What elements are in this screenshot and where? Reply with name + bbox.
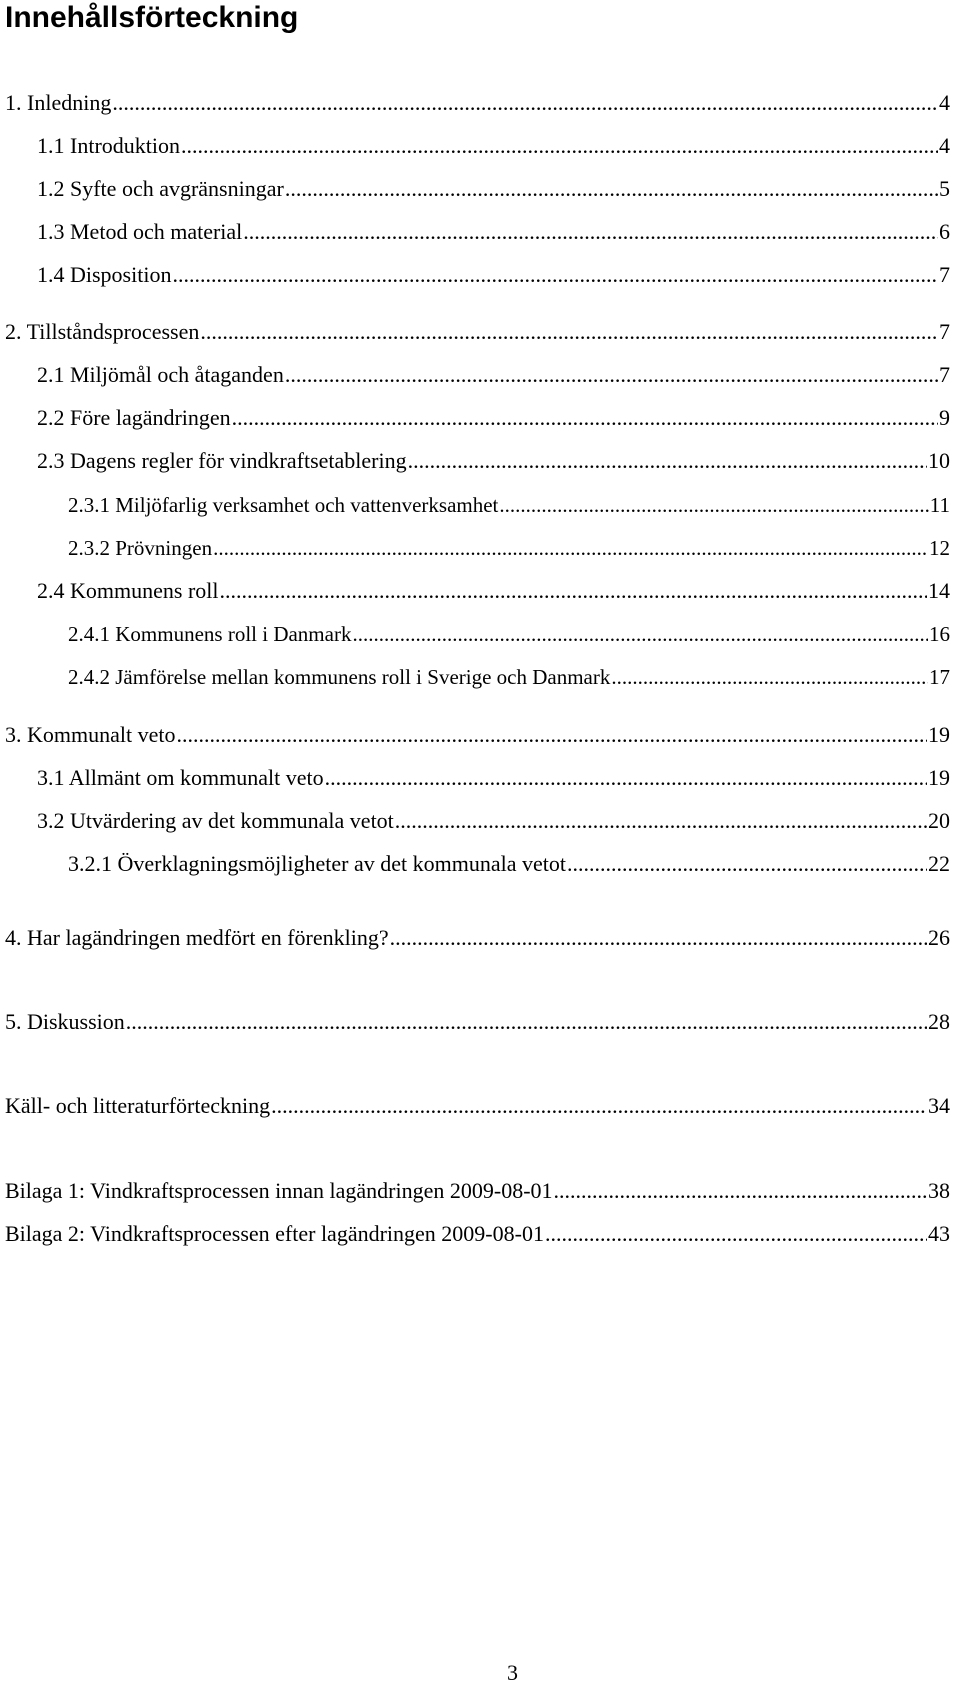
toc-entry-page: 26 bbox=[928, 925, 950, 950]
dot-leader bbox=[390, 921, 927, 955]
toc-entry-disposition[interactable] bbox=[37, 258, 950, 292]
dot-leader bbox=[220, 574, 928, 608]
toc-entry-page: 9 bbox=[939, 405, 950, 430]
dot-leader bbox=[567, 847, 927, 881]
toc-entry-page: 4 bbox=[939, 90, 950, 115]
toc-entry-label: 1.2 Syfte och avgränsningar bbox=[37, 176, 284, 201]
toc-entry-introduktion[interactable] bbox=[37, 129, 950, 163]
toc-entry-overklagning[interactable] bbox=[68, 847, 950, 881]
dot-leader bbox=[285, 172, 938, 206]
dot-leader bbox=[213, 531, 928, 565]
toc-entry-label: Bilaga 1: Vindkraftsprocessen innan lagändringen 2009-08-01 bbox=[5, 1178, 553, 1203]
toc-entry-lagandringen-forenkling[interactable] bbox=[5, 921, 950, 955]
toc-entry-label: Käll- och litteraturförteckning bbox=[5, 1093, 271, 1118]
toc-entry-allmant-veto[interactable] bbox=[37, 761, 950, 795]
dot-leader bbox=[232, 401, 938, 435]
dot-leader bbox=[545, 1217, 927, 1251]
toc-entry-page: 28 bbox=[928, 1009, 950, 1034]
toc-entry-bilaga-2[interactable] bbox=[5, 1217, 950, 1251]
toc-entry-page: 19 bbox=[928, 722, 950, 747]
toc-entry-label: 1.4 Disposition bbox=[37, 262, 172, 287]
toc-entry-label: Bilaga 2: Vindkraftsprocessen efter lagändringen 2009-08-01 bbox=[5, 1221, 544, 1246]
dot-leader bbox=[499, 488, 928, 522]
toc-entry-page: 43 bbox=[928, 1221, 950, 1246]
page-title: Innehållsförteckning bbox=[5, 1, 299, 34]
toc-entry-page: 34 bbox=[928, 1093, 950, 1118]
dot-leader bbox=[271, 1089, 927, 1123]
toc-entry-label: 3.2 Utvärdering av det kommunala vetot bbox=[37, 808, 394, 833]
dot-leader bbox=[611, 660, 928, 694]
dot-leader bbox=[243, 215, 938, 249]
toc-entry-miljomal[interactable] bbox=[37, 358, 950, 392]
toc-entry-page: 12 bbox=[929, 536, 950, 560]
toc-entry-provningen[interactable] bbox=[68, 531, 950, 565]
toc-entry-page: 22 bbox=[928, 851, 950, 876]
toc-entry-kommunens-roll-danmark[interactable] bbox=[68, 617, 950, 651]
toc-entry-miljofarlig[interactable] bbox=[68, 488, 950, 522]
toc-entry-label: 2.4.2 Jämförelse mellan kommunens roll i Sverige och Danmark bbox=[68, 665, 611, 689]
toc-entry-label: 2.4 Kommunens roll bbox=[37, 578, 219, 603]
toc-entry-label: 3.2.1 Överklagningsmöjligheter av det kommunala vetot bbox=[68, 851, 566, 876]
toc-entry-page: 11 bbox=[929, 493, 950, 517]
dot-leader bbox=[126, 1005, 927, 1039]
toc-entry-label: 1.3 Metod och material bbox=[37, 219, 243, 244]
toc-entry-bilaga-1[interactable] bbox=[5, 1174, 950, 1208]
toc-entry-jamforelse[interactable] bbox=[68, 660, 950, 694]
toc-entry-page: 14 bbox=[928, 578, 950, 603]
page-number: 3 bbox=[507, 1660, 518, 1685]
toc-entry-page: 7 bbox=[939, 262, 950, 287]
toc-entry-tillstandsprocessen[interactable] bbox=[5, 315, 950, 349]
toc-entry-kallforteckning[interactable] bbox=[5, 1089, 950, 1123]
toc-entry-label: 2.1 Miljömål och åtaganden bbox=[37, 362, 284, 387]
toc-entry-fore-lagandringen[interactable] bbox=[37, 401, 950, 435]
toc-entry-inledning[interactable] bbox=[5, 86, 950, 120]
toc-entry-label: 3.1 Allmänt om kommunalt veto bbox=[37, 765, 324, 790]
toc-entry-label: 2. Tillståndsprocessen bbox=[5, 319, 200, 344]
toc-entry-page: 38 bbox=[928, 1178, 950, 1203]
toc-entry-page: 20 bbox=[928, 808, 950, 833]
dot-leader bbox=[325, 761, 927, 795]
toc-entry-label: 3. Kommunalt veto bbox=[5, 722, 176, 747]
toc-entry-label: 2.3.1 Miljöfarlig verksamhet och vattenverksamhet bbox=[68, 493, 499, 517]
dot-leader bbox=[554, 1174, 927, 1208]
toc-entry-page: 7 bbox=[939, 362, 950, 387]
toc-entry-kommunalt-veto[interactable] bbox=[5, 718, 950, 752]
dot-leader bbox=[200, 315, 938, 349]
toc-entry-page: 7 bbox=[939, 319, 950, 344]
toc-entry-page: 6 bbox=[939, 219, 950, 244]
dot-leader bbox=[408, 444, 927, 478]
toc-entry-label: 5. Diskussion bbox=[5, 1009, 125, 1034]
dot-leader bbox=[176, 718, 927, 752]
toc-entry-label: 4. Har lagändringen medfört en förenkling? bbox=[5, 925, 389, 950]
dot-leader bbox=[285, 358, 938, 392]
dot-leader bbox=[181, 129, 938, 163]
dot-leader bbox=[172, 258, 938, 292]
toc-entry-utvardering[interactable] bbox=[37, 804, 950, 838]
toc-entry-label: 2.4.1 Kommunens roll i Danmark bbox=[68, 622, 352, 646]
toc-entry-syfte[interactable] bbox=[37, 172, 950, 206]
toc-entry-label: 1.1 Introduktion bbox=[37, 133, 180, 158]
toc-entry-page: 4 bbox=[939, 133, 950, 158]
toc-entry-page: 16 bbox=[929, 622, 950, 646]
dot-leader bbox=[395, 804, 927, 838]
toc-entry-diskussion[interactable] bbox=[5, 1005, 950, 1039]
toc-entry-dagens-regler[interactable] bbox=[37, 444, 950, 478]
dot-leader bbox=[112, 86, 938, 120]
toc-entry-page: 17 bbox=[929, 665, 950, 689]
dot-leader bbox=[352, 617, 928, 651]
toc-entry-page: 10 bbox=[928, 448, 950, 473]
toc-entry-label: 2.3 Dagens regler för vindkraftsetablering bbox=[37, 448, 407, 473]
toc-entry-page: 19 bbox=[928, 765, 950, 790]
toc-entry-label: 2.2 Före lagändringen bbox=[37, 405, 231, 430]
toc-entry-kommunens-roll[interactable] bbox=[37, 574, 950, 608]
toc-entry-label: 2.3.2 Prövningen bbox=[68, 536, 213, 560]
toc-entry-label: 1. Inledning bbox=[5, 90, 112, 115]
toc-entry-page: 5 bbox=[939, 176, 950, 201]
toc-entry-metod[interactable] bbox=[37, 215, 950, 249]
